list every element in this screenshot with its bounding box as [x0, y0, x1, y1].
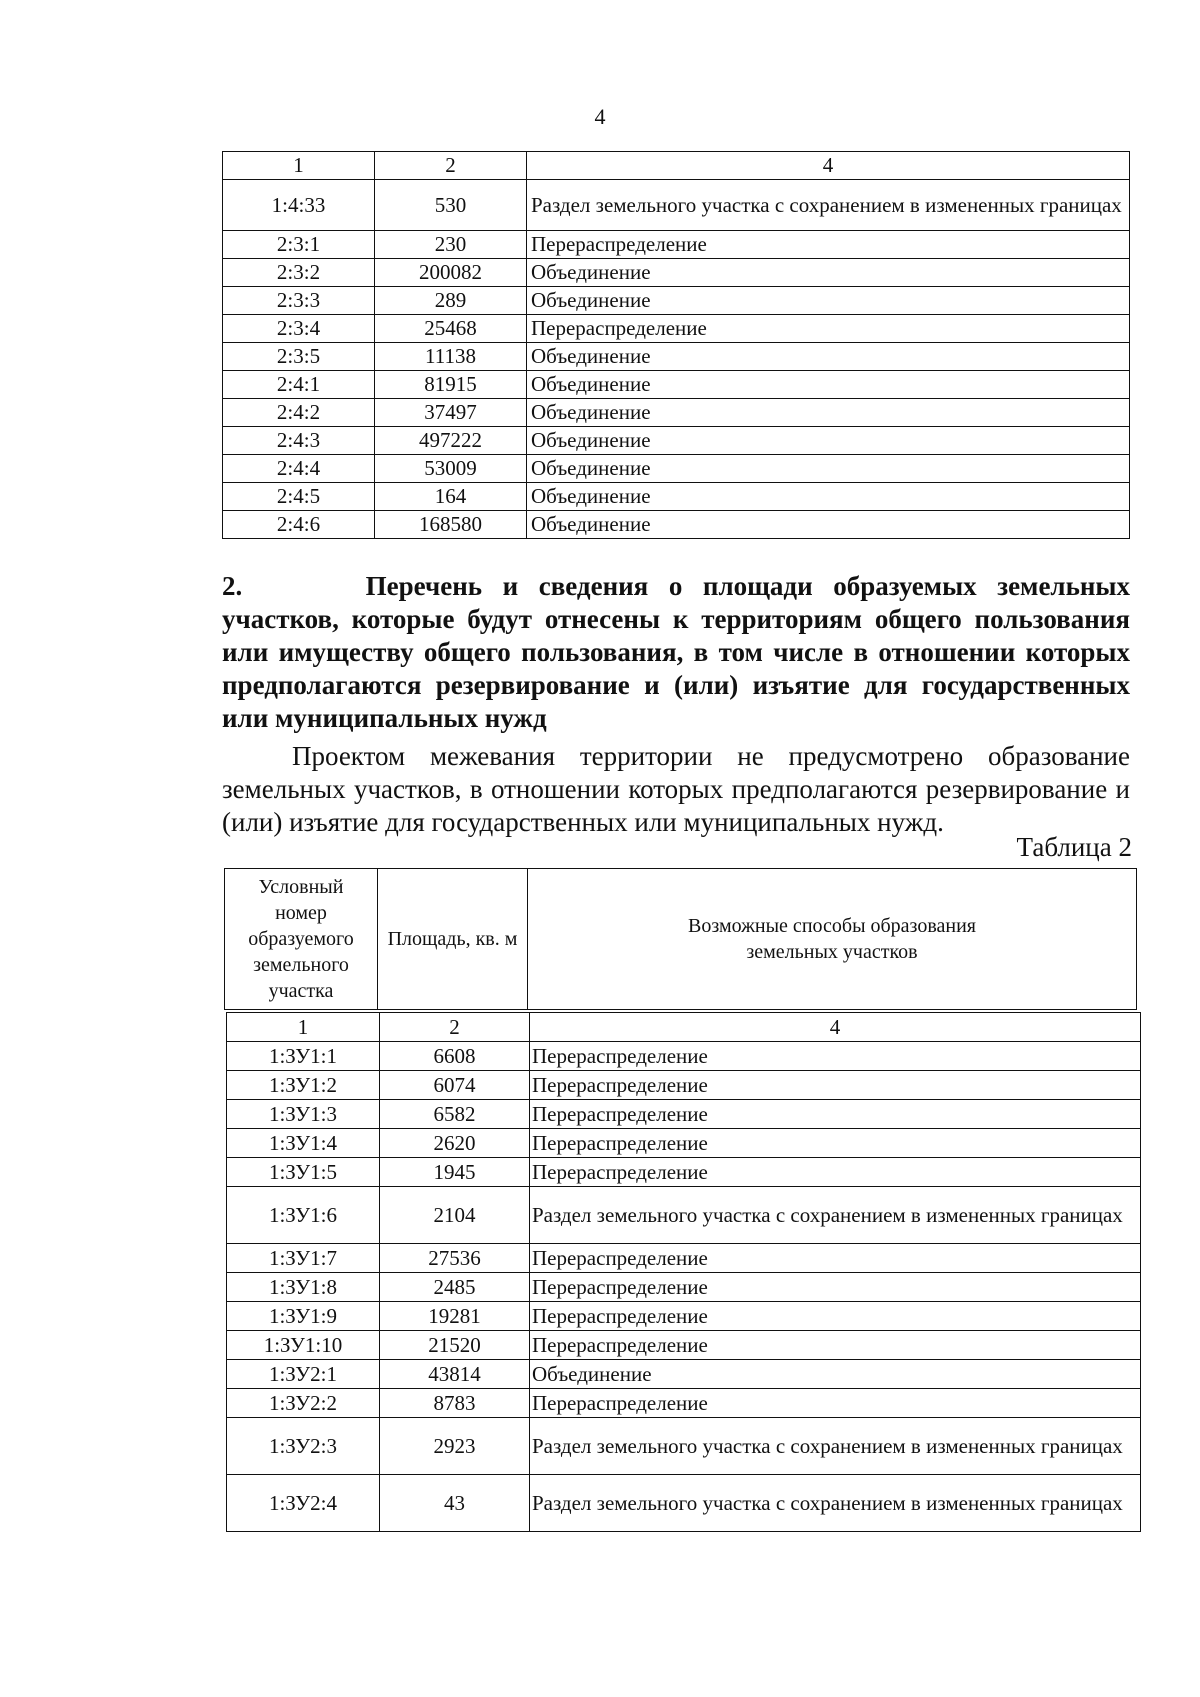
cell-area: 168580 — [375, 511, 527, 539]
section-2-paragraph — [222, 740, 1130, 839]
numbering-cell: 4 — [530, 1013, 1141, 1042]
cell-method: Перераспределение — [530, 1302, 1141, 1331]
cell-number: 2:3:5 — [223, 343, 375, 371]
cell-method: Объединение — [527, 287, 1130, 315]
cell-area: 27536 — [380, 1244, 530, 1273]
cell-method: Объединение — [527, 343, 1130, 371]
cell-number: 2:4:5 — [223, 483, 375, 511]
cell-number: 2:3:3 — [223, 287, 375, 315]
cell-area: 2923 — [380, 1418, 530, 1475]
cell-method: Перераспределение — [530, 1071, 1141, 1100]
cell-method: Раздел земельного участка с сохранением в измененных границах — [527, 180, 1130, 231]
cell-area: 53009 — [375, 455, 527, 483]
cell-area: 497222 — [375, 427, 527, 455]
cell-area: 230 — [375, 231, 527, 259]
cell-area: 200082 — [375, 259, 527, 287]
cell-method: Перераспределение — [530, 1129, 1141, 1158]
cell-number: 1:ЗУ1:7 — [227, 1244, 380, 1273]
cell-number: 1:ЗУ2:3 — [227, 1418, 380, 1475]
table-row — [227, 1418, 1141, 1475]
cell-area: 21520 — [380, 1331, 530, 1360]
cell-number: 1:ЗУ1:6 — [227, 1187, 380, 1244]
cell-area: 43 — [380, 1475, 530, 1532]
table-row — [223, 455, 1130, 483]
cell-area: 37497 — [375, 399, 527, 427]
table-numbering-row — [227, 1013, 1141, 1042]
table-row — [223, 343, 1130, 371]
table-row — [223, 371, 1130, 399]
cell-method: Раздел земельного участка с сохранением в измененных границах — [530, 1418, 1141, 1475]
cell-number: 1:ЗУ1:1 — [227, 1042, 380, 1071]
cell-area: 6582 — [380, 1100, 530, 1129]
cell-method: Перераспределение — [530, 1273, 1141, 1302]
cell-area: 530 — [375, 180, 527, 231]
table-row — [227, 1158, 1141, 1187]
header-method-text: Возможные способы образования земельных участков — [687, 915, 977, 963]
cell-method: Раздел земельного участка с сохранением в измененных границах — [530, 1187, 1141, 1244]
table-row — [227, 1129, 1141, 1158]
cell-method: Объединение — [527, 371, 1130, 399]
cell-number: 2:3:2 — [223, 259, 375, 287]
heading-line: участков, которые будут отнесены к территориям общего пользования — [222, 604, 1130, 634]
table-row — [223, 231, 1130, 259]
cell-method: Перераспределение — [530, 1158, 1141, 1187]
cell-number: 1:ЗУ2:1 — [227, 1360, 380, 1389]
cell-number: 1:4:33 — [223, 180, 375, 231]
cell-area: 164 — [375, 483, 527, 511]
cell-number: 2:3:4 — [223, 315, 375, 343]
cell-area: 2620 — [380, 1129, 530, 1158]
page-number: 4 — [594, 104, 606, 129]
cell-method: Перераспределение — [530, 1331, 1141, 1360]
table-row — [227, 1302, 1141, 1331]
cell-number: 1:ЗУ1:2 — [227, 1071, 380, 1100]
table-row — [227, 1360, 1141, 1389]
cell-method: Объединение — [527, 427, 1130, 455]
table-row — [223, 287, 1130, 315]
cell-area: 1945 — [380, 1158, 530, 1187]
table-row — [227, 1042, 1141, 1071]
cell-number: 2:4:6 — [223, 511, 375, 539]
heading-line: или имуществу общего пользования, в том числе в отношении которых — [222, 637, 1130, 667]
cell-area: 289 — [375, 287, 527, 315]
cell-area: 6074 — [380, 1071, 530, 1100]
header-cell-area: Площадь, кв. м — [378, 869, 528, 1010]
cell-area: 43814 — [380, 1360, 530, 1389]
header-cell-number: Условный номер образуемого земельного участка — [225, 869, 378, 1010]
table-row — [223, 399, 1130, 427]
table-2 — [226, 1012, 1141, 1532]
table-row — [223, 315, 1130, 343]
cell-method: Объединение — [527, 483, 1130, 511]
table-row — [227, 1187, 1141, 1244]
cell-number: 1:ЗУ1:9 — [227, 1302, 380, 1331]
cell-method: Перераспределение — [530, 1389, 1141, 1418]
numbering-cell: 4 — [527, 152, 1130, 180]
heading-line: предполагаются резервирование и (или) изъятие для государственных — [222, 670, 1130, 700]
section-2-heading — [222, 570, 1130, 735]
cell-method: Объединение — [527, 455, 1130, 483]
cell-number: 2:4:2 — [223, 399, 375, 427]
table-row — [227, 1475, 1141, 1532]
numbering-cell: 1 — [227, 1013, 380, 1042]
numbering-cell: 2 — [380, 1013, 530, 1042]
table-2-header — [224, 868, 1137, 1010]
cell-number: 2:4:1 — [223, 371, 375, 399]
table-numbering-row — [223, 152, 1130, 180]
cell-method: Объединение — [527, 259, 1130, 287]
table-row — [223, 511, 1130, 539]
cell-number: 1:ЗУ1:10 — [227, 1331, 380, 1360]
cell-number: 1:ЗУ2:4 — [227, 1475, 380, 1532]
cell-area: 81915 — [375, 371, 527, 399]
cell-area: 25468 — [375, 315, 527, 343]
numbering-cell: 2 — [375, 152, 527, 180]
cell-number: 1:ЗУ1:5 — [227, 1158, 380, 1187]
table-row — [227, 1071, 1141, 1100]
cell-method: Перераспределение — [530, 1100, 1141, 1129]
table-row — [227, 1389, 1141, 1418]
cell-number: 1:ЗУ1:4 — [227, 1129, 380, 1158]
cell-method: Объединение — [527, 399, 1130, 427]
table-2-caption: Таблица 2 — [1016, 832, 1132, 862]
cell-number: 1:ЗУ1:3 — [227, 1100, 380, 1129]
table-row — [223, 483, 1130, 511]
cell-method: Раздел земельного участка с сохранением в измененных границах — [530, 1475, 1141, 1532]
cell-area: 11138 — [375, 343, 527, 371]
table-row — [223, 427, 1130, 455]
cell-number: 2:4:4 — [223, 455, 375, 483]
cell-area: 8783 — [380, 1389, 530, 1418]
numbering-cell: 1 — [223, 152, 375, 180]
table-row — [227, 1273, 1141, 1302]
cell-method: Перераспределение — [527, 315, 1130, 343]
cell-number: 1:ЗУ1:8 — [227, 1273, 380, 1302]
cell-area: 19281 — [380, 1302, 530, 1331]
cell-number: 1:ЗУ2:2 — [227, 1389, 380, 1418]
table-row — [223, 259, 1130, 287]
cell-number: 2:4:3 — [223, 427, 375, 455]
cell-area: 6608 — [380, 1042, 530, 1071]
cell-method: Объединение — [527, 511, 1130, 539]
table-row — [223, 180, 1130, 231]
cell-method: Перераспределение — [527, 231, 1130, 259]
cell-method: Перераспределение — [530, 1244, 1141, 1273]
table-row — [227, 1331, 1141, 1360]
table-row — [227, 1244, 1141, 1273]
heading-line: или муниципальных нужд — [222, 703, 547, 733]
heading-line: 2. Перечень и сведения о площади образуемых земельных — [222, 571, 1130, 601]
cell-method: Перераспределение — [530, 1042, 1141, 1071]
cell-area: 2485 — [380, 1273, 530, 1302]
cell-area: 2104 — [380, 1187, 530, 1244]
cell-number: 2:3:1 — [223, 231, 375, 259]
table-row — [227, 1100, 1141, 1129]
header-cell-method — [528, 869, 1137, 1010]
paragraph-text: Проектом межевания территории не предусмотрено образование земельных участков, в отношении которых предполагаются резервирование и (или) изъятие для государственных или муниципальных нужд. — [222, 741, 1130, 837]
cell-method: Объединение — [530, 1360, 1141, 1389]
table-1-continuation — [222, 151, 1130, 539]
